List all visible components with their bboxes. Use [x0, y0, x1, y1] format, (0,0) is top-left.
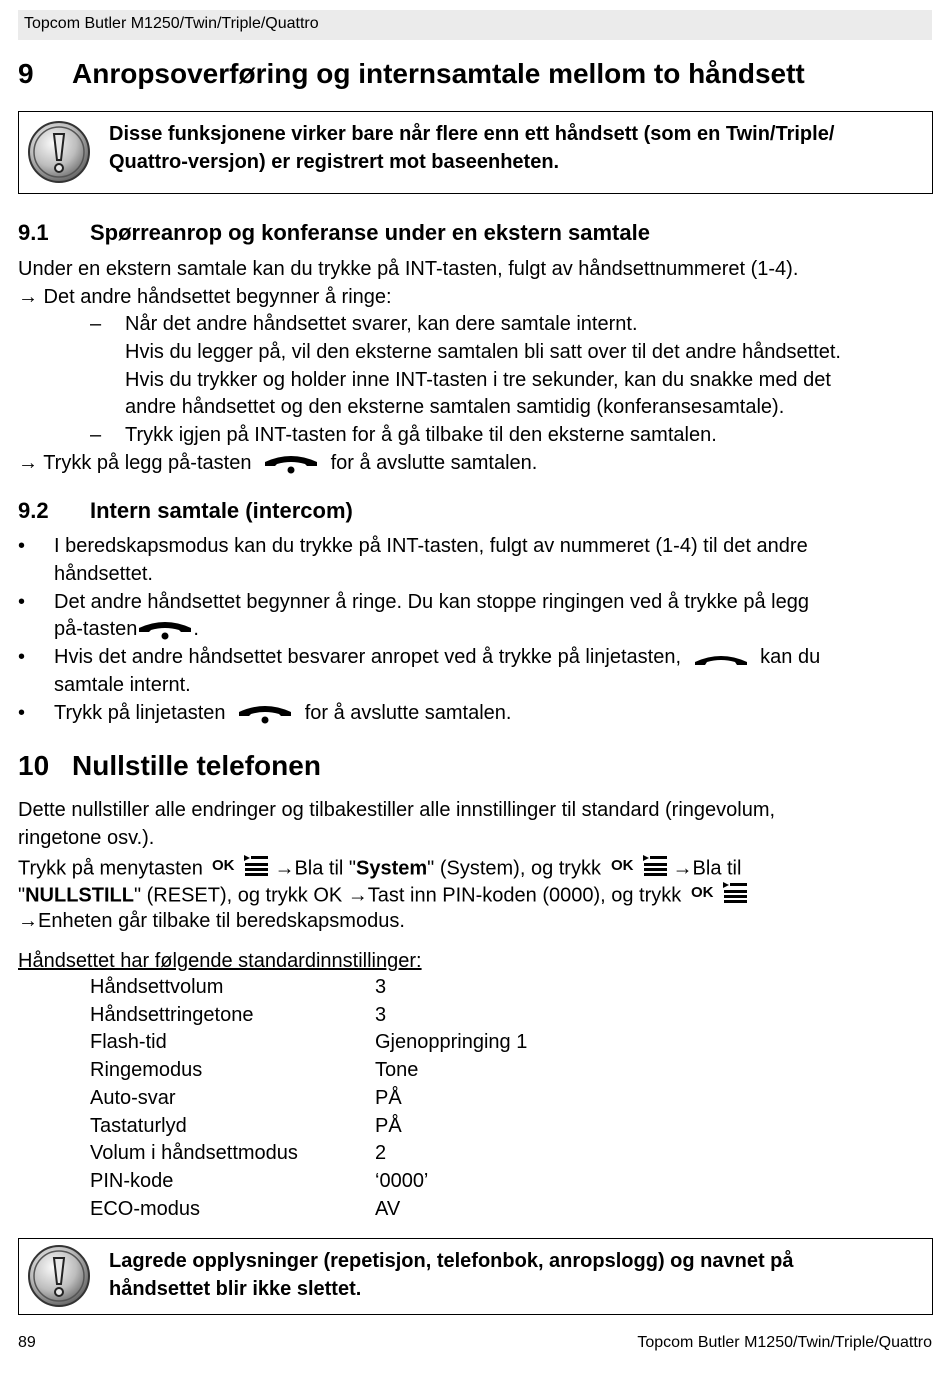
- line-key-icon: [693, 650, 749, 666]
- list-item: [54, 616, 199, 644]
- dash-marker: –: [90, 313, 102, 335]
- section-9-1-title: Spørreanrop og konferanse under en ekstern samtale: [90, 220, 650, 245]
- hang-up-key-icon: [137, 620, 193, 640]
- bullet: •: [18, 702, 26, 724]
- text: →Bla til ": [274, 857, 357, 880]
- setting-value: 3: [375, 1003, 387, 1026]
- setting-value: PÅ: [375, 1086, 402, 1109]
- setting-value: 2: [375, 1142, 387, 1165]
- svg-text:OK: OK: [212, 857, 235, 874]
- setting-label: Volum i håndsettmodus: [90, 1142, 298, 1165]
- paragraph: →Enheten går tilbake til beredskapsmodus.: [18, 910, 405, 932]
- text: →Bla til: [672, 857, 742, 880]
- text: → Trykk på legg på-tasten: [18, 452, 252, 474]
- setting-value: Gjenoppringing 1: [375, 1031, 528, 1054]
- section-10-title: Nullstille telefonen: [72, 750, 321, 781]
- warning-icon: [27, 120, 91, 184]
- setting-value: Tone: [375, 1059, 419, 1082]
- text: " (RESET), og trykk OK →Tast inn PIN-koden (0000), og trykk: [133, 884, 682, 907]
- section-9-1-number: 9.1: [18, 220, 49, 245]
- list-item: håndsettet.: [54, 563, 153, 585]
- paragraph: ringetone osv.).: [18, 827, 155, 849]
- defaults-heading: Håndsettet har følgende standardinnstillinger:: [18, 950, 422, 972]
- setting-value: AV: [375, 1197, 401, 1220]
- text: på-tasten: [54, 618, 138, 640]
- paragraph: [18, 450, 537, 478]
- setting-label: ECO-modus: [90, 1197, 201, 1220]
- text: Hvis det andre håndsettet besvarer anropet ved å trykke på linjetasten,: [54, 646, 682, 668]
- text: .: [193, 618, 199, 640]
- list-item: samtale internt.: [54, 674, 191, 696]
- note-line: Lagrede opplysninger (repetisjon, telefonbok, anropslogg) og navnet på: [109, 1250, 794, 1272]
- header-title: Topcom Butler M1250/Twin/Triple/Quattro: [24, 15, 319, 32]
- setting-value: 3: [375, 976, 387, 998]
- text: Trykk på linjetasten: [54, 702, 226, 724]
- page-number: 89: [18, 1334, 36, 1351]
- note-box: [18, 111, 933, 194]
- text: Trykk på menytasten: [18, 857, 203, 880]
- note-line: Disse funksjonene virker bare når flere enn ett håndsett (som en Twin/Triple/: [109, 123, 835, 145]
- bullet: •: [18, 591, 26, 613]
- section-9-2-number: 9.2: [18, 498, 49, 523]
- setting-label: Flash-tid: [90, 1031, 167, 1054]
- section-10-number: 10: [18, 750, 50, 781]
- setting-value: PÅ: [375, 1114, 402, 1137]
- list-item: Det andre håndsettet begynner å ringe. Du kan stoppe ringingen ved å trykke på legg: [54, 591, 809, 613]
- list-item: Når det andre håndsettet svarer, kan dere samtale internt.: [125, 313, 638, 335]
- list-item: I beredskapsmodus kan du trykke på INT-tasten, fulgt av nummeret (1-4) til det andre: [54, 535, 808, 557]
- menu-item-system: System: [356, 857, 428, 880]
- svg-text:OK: OK: [690, 884, 714, 901]
- list-item: [54, 644, 820, 672]
- text: kan du: [760, 646, 821, 668]
- footer-title: Topcom Butler M1250/Twin/Triple/Quattro: [637, 1334, 932, 1351]
- list-item: andre håndsettet og den eksterne samtalen samtidig (konferansesamtale).: [125, 396, 785, 418]
- setting-label: Håndsettringetone: [90, 1003, 254, 1026]
- hang-up-key-icon: [263, 454, 319, 474]
- section-9-number: 9: [18, 58, 34, 89]
- page-header: [18, 10, 932, 40]
- section-9-2-title: Intern samtale (intercom): [90, 498, 353, 523]
- setting-label: PIN-kode: [90, 1169, 174, 1192]
- note-line: håndsettet blir ikke slettet.: [109, 1278, 362, 1300]
- svg-text:OK: OK: [610, 857, 634, 874]
- list-item: Hvis du trykker og holder inne INT-tasten i tre sekunder, kan du snakke med det: [125, 369, 831, 391]
- note-box: [18, 1238, 933, 1315]
- list-item: Trykk igjen på INT-tasten for å gå tilbake til den eksterne samtalen.: [125, 424, 717, 446]
- text: ": [18, 884, 26, 907]
- text: for å avslutte samtalen.: [330, 452, 538, 474]
- setting-value: ‘0000’: [375, 1169, 429, 1192]
- bullet: •: [18, 646, 26, 668]
- list-item: [54, 700, 511, 728]
- setting-label: Auto-svar: [90, 1086, 176, 1109]
- setting-label: Håndsettvolum: [90, 976, 224, 998]
- text: " (System), og trykk: [427, 857, 601, 880]
- setting-label: Tastaturlyd: [90, 1114, 187, 1137]
- paragraph: Dette nullstiller alle endringer og tilbakestiller alle innstillinger til standard (ringevolum,: [18, 799, 776, 821]
- ok-menu-key-icon: [691, 880, 749, 913]
- setting-label: Ringemodus: [90, 1059, 203, 1082]
- section-9-title: Anropsoverføring og internsamtale mellom to håndsett: [72, 58, 805, 89]
- hang-up-key-icon: [237, 704, 293, 724]
- menu-item-nullstill: NULLSTILL: [25, 884, 134, 907]
- paragraph: → Det andre håndsettet begynner å ringe:: [18, 286, 392, 308]
- list-item: Hvis du legger på, vil den eksterne samtalen bli satt over til det andre håndsettet.: [125, 341, 841, 363]
- bullet: •: [18, 535, 26, 557]
- note-line: Quattro-versjon) er registrert mot baseenheten.: [109, 151, 560, 173]
- dash-marker: –: [90, 424, 102, 446]
- warning-icon: [27, 1244, 91, 1308]
- paragraph: Under en ekstern samtale kan du trykke på INT-tasten, fulgt av håndsettnummeret (1-4).: [18, 258, 799, 280]
- text: for å avslutte samtalen.: [304, 702, 512, 724]
